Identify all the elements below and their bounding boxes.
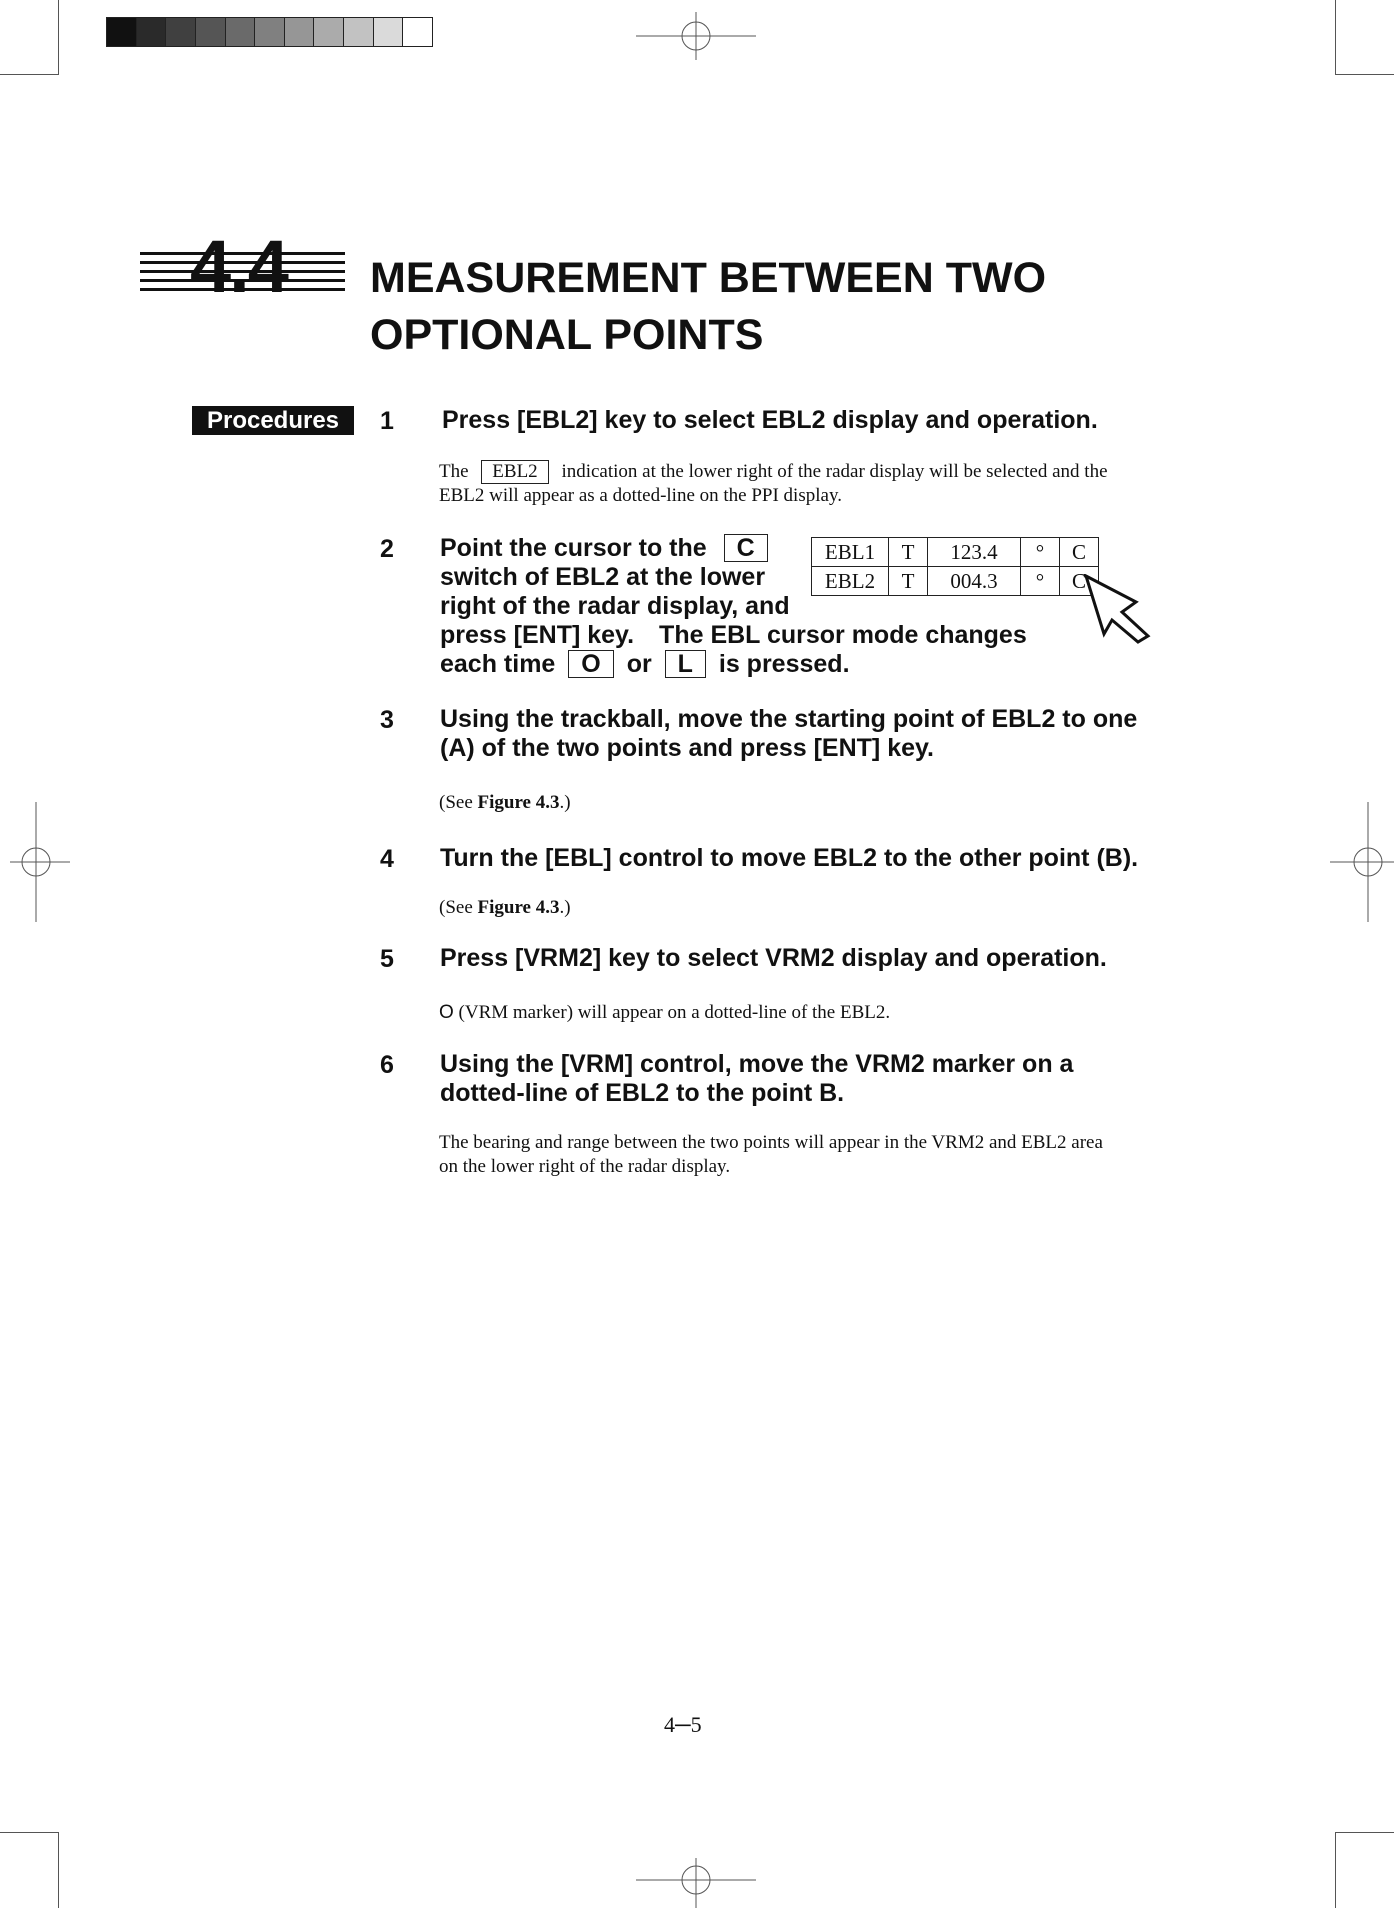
greyscale-swatch <box>344 18 374 46</box>
table-cell: ° <box>1021 567 1060 596</box>
greyscale-swatch <box>374 18 404 46</box>
title-line: OPTIONAL POINTS <box>370 311 764 359</box>
table-cell: EBL1 <box>812 538 889 567</box>
greyscale-swatch <box>285 18 315 46</box>
cursor-arrow-icon <box>1082 574 1154 646</box>
section-number-block <box>140 225 345 308</box>
page-title <box>370 250 1046 364</box>
crop-mark <box>58 0 59 75</box>
crop-mark <box>58 1832 59 1908</box>
page-number: 4─5 <box>664 1712 702 1737</box>
crop-mark <box>0 74 58 75</box>
cursor-switch-key: C <box>724 534 768 562</box>
greyscale-swatch <box>137 18 167 46</box>
title-line: each time O or L is pressed. <box>440 650 850 678</box>
table-cell: T <box>889 538 928 567</box>
title-line: right of the radar display, and <box>440 592 790 620</box>
step-title <box>440 1050 1073 1108</box>
table-row <box>812 567 1099 596</box>
title-line: MEASUREMENT BETWEEN TWO <box>370 254 1047 302</box>
table-cell: T <box>889 567 928 596</box>
body-line: The EBL2 indication at the lower right of the radar display will be selected and the <box>439 461 1108 482</box>
step-title <box>440 705 1137 763</box>
body-line: The bearing and range between the two points will appear in the VRM2 and EBL2 area <box>439 1132 1103 1153</box>
key-label-box: EBL2 <box>481 460 548 484</box>
step-number: 3 <box>380 706 394 734</box>
greyscale-swatch <box>403 18 432 46</box>
table-cell: C <box>1060 567 1099 596</box>
figure-reference: (See Figure 4.3.) <box>439 897 571 918</box>
registration-target-icon <box>636 1858 756 1908</box>
registration-target-icon <box>636 12 756 60</box>
greyscale-swatch <box>314 18 344 46</box>
title-line: Point the cursor to the C <box>440 534 1040 563</box>
step-title: Press [EBL2] key to select EBL2 display and operation. <box>442 406 1098 434</box>
title-line: press [ENT] key. The EBL cursor mode changes <box>440 621 1027 649</box>
figure-reference: (See Figure 4.3.) <box>439 792 571 813</box>
mode-key-l: L <box>665 650 706 678</box>
title-line: switch of EBL2 at the lower <box>440 563 766 591</box>
step-body: O (VRM marker) will appear on a dotted-line of the EBL2. <box>439 1002 891 1023</box>
figure-link: Figure 4.3 <box>477 792 560 813</box>
body-line: on the lower right of the radar display. <box>439 1156 731 1177</box>
title-line: Using the [VRM] control, move the VRM2 marker on a <box>440 1050 1074 1078</box>
figure-link: Figure 4.3 <box>477 897 560 918</box>
step-body <box>439 1131 1199 1179</box>
step-title: Press [VRM2] key to select VRM2 display and operation. <box>440 944 1107 972</box>
registration-target-icon <box>1330 802 1394 922</box>
table-cell: 123.4 <box>928 538 1021 567</box>
table-row <box>812 538 1099 567</box>
table-cell: C <box>1060 538 1099 567</box>
title-line: dotted-line of EBL2 to the point B. <box>440 1079 845 1107</box>
step-number: 1 <box>380 407 394 435</box>
greyscale-swatch <box>226 18 256 46</box>
step-number: 6 <box>380 1051 394 1079</box>
title-line: (A) of the two points and press [ENT] key. <box>440 734 935 762</box>
body-line: EBL2 will appear as a dotted-line on the PPI display. <box>439 485 842 506</box>
crop-mark <box>1335 1832 1336 1908</box>
ebl-readout-table <box>811 537 1099 596</box>
table-cell: 004.3 <box>928 567 1021 596</box>
table-cell: EBL2 <box>812 567 889 596</box>
greyscale-bar <box>106 17 433 47</box>
table-cell: ° <box>1021 538 1060 567</box>
crop-mark <box>0 1832 58 1833</box>
procedures-label: Procedures <box>192 406 354 435</box>
step-number: 4 <box>380 845 394 873</box>
step-title: Turn the [EBL] control to move EBL2 to the other point (B). <box>440 844 1139 872</box>
step-number: 5 <box>380 945 394 973</box>
vrm-marker-symbol: O <box>439 1002 454 1023</box>
greyscale-swatch <box>255 18 285 46</box>
crop-mark <box>1335 1832 1394 1833</box>
greyscale-swatch <box>196 18 226 46</box>
step-number: 2 <box>380 535 394 563</box>
title-line: Using the trackball, move the starting point of EBL2 to one <box>440 705 1138 733</box>
section-number: 4.4 <box>190 225 287 308</box>
crop-mark <box>1335 0 1336 75</box>
greyscale-swatch <box>166 18 196 46</box>
greyscale-swatch <box>107 18 137 46</box>
mode-key-o: O <box>568 650 613 678</box>
registration-target-icon <box>10 802 70 922</box>
step-body <box>439 460 1179 508</box>
crop-mark <box>1335 74 1394 75</box>
